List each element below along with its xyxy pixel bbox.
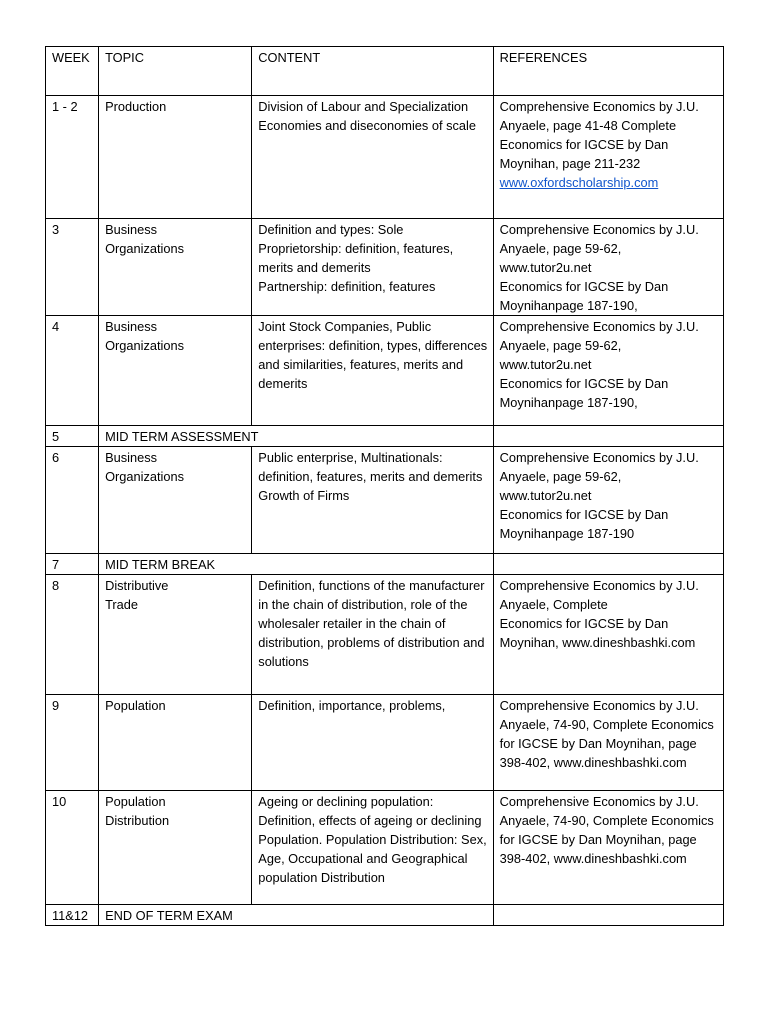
oxfordscholarship-link[interactable]: www.oxfordscholarship.com <box>499 175 659 190</box>
table-row <box>46 575 724 695</box>
event-cell: END OF TERM EXAM <box>99 905 494 926</box>
week-cell: 8 <box>46 575 99 695</box>
content-cell: Definition and types: Sole Proprietorship: definition, features, merits and demerits Partnership: definition, features <box>252 219 493 316</box>
topic-cell: Distributive Trade <box>99 575 252 695</box>
table-row <box>46 316 724 426</box>
event-cell: MID TERM BREAK <box>99 554 494 575</box>
table-row <box>46 447 724 554</box>
week-cell: 11&12 <box>46 905 99 926</box>
content-cell: Division of Labour and Specialization Economies and diseconomies of scale <box>252 96 493 219</box>
topic-cell: Business Organizations <box>99 316 252 426</box>
table-row-assessment <box>46 426 724 447</box>
content-cell: Definition, importance, problems, <box>252 695 493 791</box>
header-content: CONTENT <box>252 47 493 96</box>
week-cell: 7 <box>46 554 99 575</box>
content-cell: Ageing or declining population: Definition, effects of ageing or declining Population. Population Distribution: Sex, Age, Occupational and Geographical population Distribution <box>252 791 493 905</box>
week-cell: 5 <box>46 426 99 447</box>
references-cell: Comprehensive Economics by J.U. Anyaele, page 59-62, www.tutor2u.net Economics for IGCSE by Dan Moynihanpage 187-190 <box>493 447 723 554</box>
table-row <box>46 791 724 905</box>
content-cell: Definition, functions of the manufacturer in the chain of distribution, role of the wholesaler retailer in the chain of distribution, problems of distribution and solutions <box>252 575 493 695</box>
content-cell: Joint Stock Companies, Public enterprises: definition, types, differences and similarities, features, merits and demerits <box>252 316 493 426</box>
week-cell: 10 <box>46 791 99 905</box>
week-cell: 9 <box>46 695 99 791</box>
references-cell <box>493 905 723 926</box>
references-cell <box>493 96 723 219</box>
references-cell <box>493 426 723 447</box>
event-cell: MID TERM ASSESSMENT <box>99 426 494 447</box>
header-week: WEEK <box>46 47 99 96</box>
references-cell: Comprehensive Economics by J.U. Anyaele, page 59-62, www.tutor2u.net Economics for IGCSE by Dan Moynihanpage 187-190, <box>493 219 723 316</box>
week-cell: 3 <box>46 219 99 316</box>
table-row <box>46 96 724 219</box>
header-row <box>46 47 724 96</box>
header-topic: TOPIC <box>99 47 252 96</box>
week-cell: 1 - 2 <box>46 96 99 219</box>
topic-cell: Population Distribution <box>99 791 252 905</box>
header-references: REFERENCES <box>493 47 723 96</box>
scheme-of-work-table <box>45 46 724 926</box>
references-cell: Comprehensive Economics by J.U. Anyaele, 74-90, Complete Economics for IGCSE by Dan Moynihan, page 398-402, www.dineshbashki.com <box>493 791 723 905</box>
table-row-exam <box>46 905 724 926</box>
table-row <box>46 695 724 791</box>
references-cell: Comprehensive Economics by J.U. Anyaele, page 59-62, www.tutor2u.net Economics for IGCSE by Dan Moynihanpage 187-190, <box>493 316 723 426</box>
table-row <box>46 219 724 316</box>
content-cell: Public enterprise, Multinationals: definition, features, merits and demerits Growth of Firms <box>252 447 493 554</box>
scheme-of-work-page <box>45 46 724 926</box>
topic-cell: Business Organizations <box>99 447 252 554</box>
topic-cell: Business Organizations <box>99 219 252 316</box>
topic-cell: Production <box>99 96 252 219</box>
week-cell: 4 <box>46 316 99 426</box>
week-cell: 6 <box>46 447 99 554</box>
references-cell: Comprehensive Economics by J.U. Anyaele, 74-90, Complete Economics for IGCSE by Dan Moynihan, page 398-402, www.dineshbashki.com <box>493 695 723 791</box>
table-row-break <box>46 554 724 575</box>
references-cell: Comprehensive Economics by J.U. Anyaele, Complete Economics for IGCSE by Dan Moynihan, www.dineshbashki.com <box>493 575 723 695</box>
references-text: Comprehensive Economics by J.U. Anyaele, page 41-48 Complete Economics for IGCSE by Dan Moynihan, page 211-232 <box>499 99 699 171</box>
topic-cell: Population <box>99 695 252 791</box>
references-cell <box>493 554 723 575</box>
